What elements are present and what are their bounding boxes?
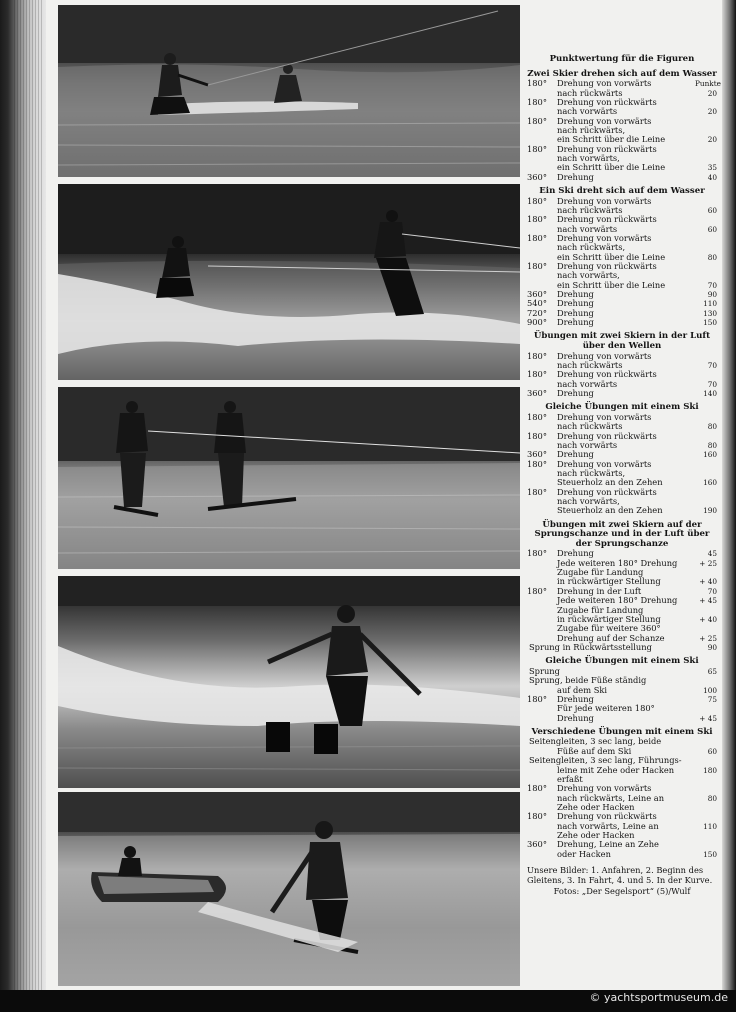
score-line (527, 98, 717, 107)
score-line (527, 766, 717, 775)
points-value: 160 (703, 478, 717, 488)
section-heading: Gleiche Übungen mit einem Ski (545, 656, 699, 667)
photo-5 (58, 792, 520, 986)
maneuver-text: Drehung (557, 449, 594, 460)
rotation-degrees: 360° (527, 839, 547, 850)
score-line (527, 506, 717, 515)
maneuver-text: Drehung von vorwärts (557, 115, 652, 126)
maneuver-text: leine mit Zehe oder Hacken (557, 764, 675, 775)
maneuver-text: nach rückwärts, (557, 467, 626, 478)
points-value: 140 (703, 388, 717, 398)
maneuver-text: Drehung auf der Schanze (557, 632, 665, 643)
maneuver-text: Drehung von rückwärts (557, 811, 657, 822)
scoring-title: Punktwertung für die Figuren (549, 54, 695, 64)
maneuver-text: Drehung (557, 712, 594, 723)
points-value: 150 (703, 318, 717, 328)
section-heading: Ein Ski dreht sich auf dem Wasser (539, 185, 705, 196)
maneuver-text: erfaßt (557, 773, 583, 784)
maneuver-text: ein Schritt über die Leine (557, 134, 666, 145)
points-value: 20 (707, 107, 717, 117)
points-value: 20 (707, 88, 717, 98)
maneuver-text: Drehung von rückwärts (557, 486, 657, 497)
rotation-degrees: 900° (527, 317, 547, 328)
maneuver-text: in rückwärtiger Stellung (557, 613, 661, 624)
maneuver-text: Drehung von vorwärts (557, 195, 652, 206)
maneuver-text: Zugabe für Landung (557, 567, 644, 578)
maneuver-text: auf dem Ski (557, 684, 608, 695)
points-value: 60 (707, 205, 717, 215)
points-value: 110 (703, 299, 717, 309)
score-line (527, 281, 717, 290)
maneuver-text: Zugabe für weitere 360° (557, 623, 661, 634)
maneuver-text: nach vorwärts (557, 106, 618, 117)
photo-2 (58, 184, 520, 380)
rotation-degrees: 540° (527, 298, 547, 309)
book-spine (0, 0, 46, 990)
points-value: 190 (703, 506, 717, 516)
maneuver-text: Drehung (557, 171, 594, 182)
maneuver-text: oder Hacken (557, 848, 611, 859)
maneuver-text: Für jede weiteren 180° (557, 703, 655, 714)
score-line (527, 643, 717, 652)
rotation-degrees: 180° (527, 548, 547, 559)
maneuver-text: nach rückwärts (557, 421, 623, 432)
rotation-degrees: 180° (527, 783, 547, 794)
maneuver-text: Drehung von vorwärts (557, 232, 652, 243)
points-value: 180 (703, 765, 717, 775)
score-line (527, 215, 717, 224)
photo-caption: Unsere Bilder: 1. Anfahren, 2. Beginn des Gleitens, 3. In Fahrt, 4. und 5. In der Kurve. (527, 864, 713, 885)
score-line (527, 290, 717, 299)
maneuver-text: Seitengleiten, 3 sec lang, Führungs- (529, 755, 682, 766)
points-value: 110 (703, 821, 717, 831)
rotation-degrees: 180° (527, 78, 547, 89)
maneuver-text: Sprung in Rückwärtsstellung (529, 641, 652, 652)
points-value: 150 (703, 849, 717, 859)
points-value: 45 (707, 549, 717, 559)
points-value: + 45 (699, 713, 717, 723)
maneuver-text: Drehung von vorwärts (557, 458, 652, 469)
points-value: 75 (707, 694, 717, 704)
maneuver-text: Drehung von vorwärts (557, 78, 652, 89)
photo-3 (58, 387, 520, 569)
points-value: 90 (707, 290, 717, 299)
points-value: + 40 (699, 577, 717, 587)
score-line (527, 441, 717, 450)
maneuver-text: Drehung in der Luft (557, 585, 642, 596)
maneuver-text: Drehung (557, 307, 594, 318)
score-line (527, 318, 717, 327)
section-heading: Zwei Skier drehen sich auf dem Wasser (527, 68, 717, 79)
score-line (527, 389, 717, 398)
rotation-degrees: 180° (527, 350, 547, 361)
rotation-degrees: 180° (527, 214, 547, 225)
points-value: 70 (707, 280, 717, 290)
page-stack (14, 0, 44, 990)
points-value: 160 (703, 450, 717, 460)
maneuver-text: Zugabe für Landung (557, 604, 644, 615)
photo-1 (58, 5, 520, 177)
score-line (527, 676, 717, 685)
rotation-degrees: 360° (527, 171, 547, 182)
maneuver-text: in rückwärtiger Stellung (557, 576, 661, 587)
rotation-degrees: 180° (527, 369, 547, 380)
rotation-degrees: 180° (527, 96, 547, 107)
score-line (527, 686, 717, 695)
rotation-degrees: 180° (527, 585, 547, 596)
rotation-degrees: 180° (527, 811, 547, 822)
score-line (527, 704, 717, 713)
score-line (527, 380, 717, 389)
rotation-degrees: 360° (527, 449, 547, 460)
maneuver-text: nach rückwärts (557, 87, 623, 98)
points-value: 60 (707, 746, 717, 756)
points-value: 80 (707, 793, 717, 803)
maneuver-text: nach vorwärts, (557, 152, 620, 163)
points-value: 60 (707, 224, 717, 234)
maneuver-text: nach rückwärts, (557, 242, 626, 253)
rotation-degrees: 180° (527, 458, 547, 469)
points-value: + 40 (699, 614, 717, 624)
watermark: © yachtsportmuseum.de (589, 991, 728, 1004)
maneuver-text: Drehung von rückwärts (557, 369, 657, 380)
rotation-degrees: 180° (527, 486, 547, 497)
score-line (527, 840, 717, 849)
section-heading: Verschiedene Übungen mit einem Ski (531, 726, 713, 737)
scoring-sections (527, 65, 721, 859)
maneuver-text: ein Schritt über die Leine (557, 251, 666, 262)
maneuver-text: nach rückwärts, Leine an (557, 792, 665, 803)
maneuver-text: Jede weiteren 180° Drehung (557, 557, 678, 568)
score-line (527, 145, 717, 154)
points-value: 35 (707, 163, 717, 173)
section-heading: Gleiche Übungen mit einem Ski (545, 402, 699, 413)
rotation-degrees: 720° (527, 307, 547, 318)
maneuver-text: Drehung von vorwärts (557, 411, 652, 422)
maneuver-text: nach vorwärts (557, 378, 618, 389)
maneuver-text: ein Schritt über die Leine (557, 162, 666, 173)
maneuver-text: Drehung, Leine an Zehe (557, 839, 659, 850)
rotation-degrees: 180° (527, 115, 547, 126)
maneuver-text: nach vorwärts, Leine an (557, 820, 659, 831)
rotation-degrees: 180° (527, 260, 547, 271)
maneuver-text: Steuerholz an den Zehen (557, 477, 663, 488)
points-value: 80 (707, 440, 717, 450)
maneuver-text: nach rückwärts (557, 204, 623, 215)
rotation-degrees: 180° (527, 232, 547, 243)
maneuver-text: Drehung von rückwärts (557, 214, 657, 225)
points-value: 40 (707, 172, 717, 182)
points-value: + 25 (699, 633, 717, 643)
points-value: + 25 (699, 558, 717, 568)
score-line (527, 714, 717, 723)
rotation-degrees: 180° (527, 195, 547, 206)
points-value: 80 (707, 252, 717, 262)
maneuver-text: Drehung von vorwärts (557, 350, 652, 361)
maneuver-text: Drehung (557, 289, 594, 299)
maneuver-text: nach vorwärts, (557, 495, 620, 506)
maneuver-text: Sprung, beide Füße ständig (529, 675, 647, 686)
maneuver-text: Drehung von vorwärts (557, 783, 652, 794)
score-line (527, 262, 717, 271)
maneuver-text: Drehung (557, 387, 594, 398)
maneuver-text: Drehung von rückwärts (557, 143, 657, 154)
scoring-column (527, 54, 721, 897)
maneuver-text: Zehe oder Hacken (557, 801, 635, 812)
section-heading: Übungen mit zwei Skiern auf der Sprungschanze und in der Luft über der Sprungschanze (534, 519, 710, 549)
maneuver-text: Zehe oder Hacken (557, 829, 635, 840)
maneuver-text: Drehung (557, 548, 594, 559)
maneuver-text: Drehung (557, 298, 594, 309)
score-line (527, 432, 717, 441)
maneuver-text: Steuerholz an den Zehen (557, 505, 663, 516)
score-line (527, 488, 717, 497)
maneuver-text: nach rückwärts (557, 359, 623, 370)
photo-4 (58, 576, 520, 788)
points-value: 90 (707, 642, 717, 652)
maneuver-text: nach rückwärts, (557, 124, 626, 135)
rotation-degrees: 180° (527, 430, 547, 441)
points-value: 20 (707, 135, 717, 145)
maneuver-text: Drehung (557, 693, 594, 704)
points-value: 80 (707, 422, 717, 432)
maneuver-text: nach vorwärts, (557, 270, 620, 281)
maneuver-text: nach vorwärts (557, 223, 618, 234)
score-line (527, 309, 717, 318)
score-line (527, 299, 717, 308)
score-line (527, 850, 717, 859)
maneuver-text: Drehung von rückwärts (557, 260, 657, 271)
maneuver-text: Drehung (557, 317, 594, 328)
section-heading: Übungen mit zwei Skiern in der Luft über den Wellen (533, 331, 711, 351)
maneuver-text: Drehung von rückwärts (557, 430, 657, 441)
rotation-degrees: 180° (527, 143, 547, 154)
points-value: Punkte (695, 79, 721, 89)
score-line (527, 370, 717, 379)
maneuver-text: Jede weiteren 180° Drehung (557, 595, 678, 606)
points-value: 70 (707, 360, 717, 370)
maneuver-text: Drehung von rückwärts (557, 96, 657, 107)
score-line (527, 163, 717, 172)
points-value: 130 (703, 308, 717, 318)
maneuver-text: Füße auf dem Ski (557, 745, 632, 756)
maneuver-text: ein Schritt über die Leine (557, 279, 666, 290)
rotation-degrees: 180° (527, 693, 547, 704)
points-value: 65 (707, 666, 717, 676)
rotation-degrees: 180° (527, 411, 547, 422)
rotation-degrees: 360° (527, 387, 547, 398)
maneuver-text: Seitengleiten, 3 sec lang, beide (529, 736, 662, 747)
points-value: 100 (703, 685, 717, 695)
maneuver-text: nach vorwärts (557, 439, 618, 450)
points-value: + 45 (699, 596, 717, 606)
rotation-degrees: 360° (527, 289, 547, 299)
photo-credit: Fotos: „Der Segelsport“ (5)/Wulf (553, 886, 691, 897)
page-edge-shadow (722, 0, 736, 990)
score-line (527, 173, 717, 182)
points-value: 70 (707, 379, 717, 389)
points-value: 70 (707, 586, 717, 596)
maneuver-text: Sprung (529, 665, 560, 676)
